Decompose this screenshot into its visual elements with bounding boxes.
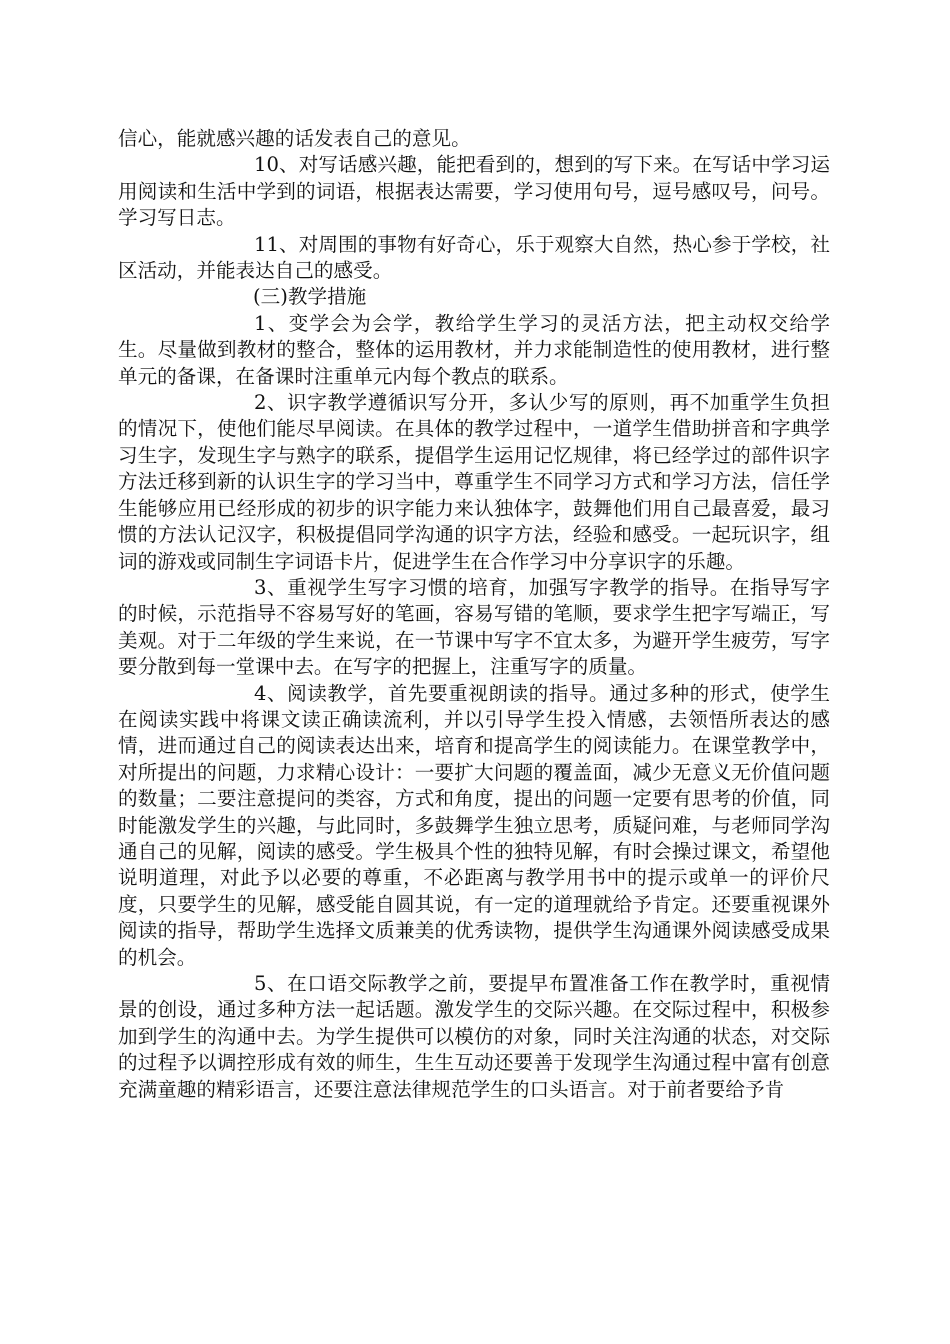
paragraph-continuation: 信心，能就感兴趣的话发表自己的意见。 xyxy=(118,127,471,150)
paragraph-measure-4: 4、阅读教学，首先要重视朗读的指导。通过多种的形式，使学生在阅读实践中将课文读正确读流利，并以引导学生投入情感，去领悟所表达的感情，进而通过自己的阅读表达出来，培育和提高学生的阅读能力。在课堂教学中，对所提出的问题，力求精心设计：一要扩大问题的覆盖面，减少无意义无价值问题的数量；二要注意提问的类容，方式和角度，提出的问题一定要有思考的价值，同时能激发学生的兴趣，与此同时，多鼓舞学生独立思考，质疑问难，与老师同学沟通自己的见解，阅读的感受。学生极具个性的独特见解，有时会操过课文，希望他说明道理，对此予以必要的尊重，不必距离与教学用书中的提示或单一的评价尺度，只要学生的见解，感受能自圆其说，有一定的道理就给予肯定。还要重视课外阅读的指导，帮助学生选择文质兼美的优秀读物，提供学生沟通课外阅读感受成果的机会。 xyxy=(118,681,830,969)
paragraph-measure-5: 5、在口语交际教学之前，要提早布置准备工作在教学时，重视情景的创设，通过多种方法一起话题。激发学生的交际兴趣。在交际过程中，积极参加到学生的沟通中去。为学生提供可以模仿的对象，同时关注沟通的状态，对交际的过程予以调控形成有效的师生，生生互动还要善于发现学生沟通过程中富有创意充满童趣的精彩语言，还要注意法律规范学生的口头语言。对于前者要给予肯 xyxy=(118,972,830,1101)
section-heading: (三)教学措施 xyxy=(253,285,367,309)
paragraph-measure-1: 1、变学会为会学，教给学生学习的灵活方法，把主动权交给学生。尽量做到教材的整合，整体的运用教材，并力求能制造性的使用教材，进行整单元的备课，在备课时注重单元内每个教点的联系。 xyxy=(118,311,830,388)
paragraph-measure-3: 3、重视学生写字习惯的培育，加强写字教学的指导。在指导写字的时候，示范指导不容易写好的笔画，容易写错的笔顺，要求学生把字写端正，写美观。对于二年级的学生来说，在一节课中写字不宜太多，为避开学生疲劳，写字要分散到每一堂课中去。在写字的把握上，注重写字的质量。 xyxy=(118,575,830,679)
document-page xyxy=(118,126,830,1103)
paragraph-item-11: 11、对周围的事物有好奇心，乐于观察大自然，热心参于学校，社区活动，并能表达自己的感受。 xyxy=(118,232,830,283)
paragraph-measure-2: 2、识字教学遵循识写分开，多认少写的原则，再不加重学生负担的情况下，使他们能尽早阅读。在具体的教学过程中，一道学生借助拼音和字典学习生字，发现生字与熟字的联系，提倡学生运用记忆规律，将已经学过的部件识字方法迁移到新的认识生字的学习当中，尊重学生不同学习方式和学习方法，信任学生能够应用已经形成的初步的识字能力来认独体字，鼓舞他们用自己最喜爱，最习惯的方法认记汉字，积极提倡同学沟通的识字方法，经验和感受。一起玩识字，组词的游戏或同制生字词语卡片，促进学生在合作学习中分享识字的乐趣。 xyxy=(118,391,830,573)
paragraph-item-10: 10、对写话感兴趣，能把看到的，想到的写下来。在写话中学习运用阅读和生活中学到的词语，根据表达需要，学习使用句号，逗号感叹号，问号。学习写日志。 xyxy=(118,153,830,230)
